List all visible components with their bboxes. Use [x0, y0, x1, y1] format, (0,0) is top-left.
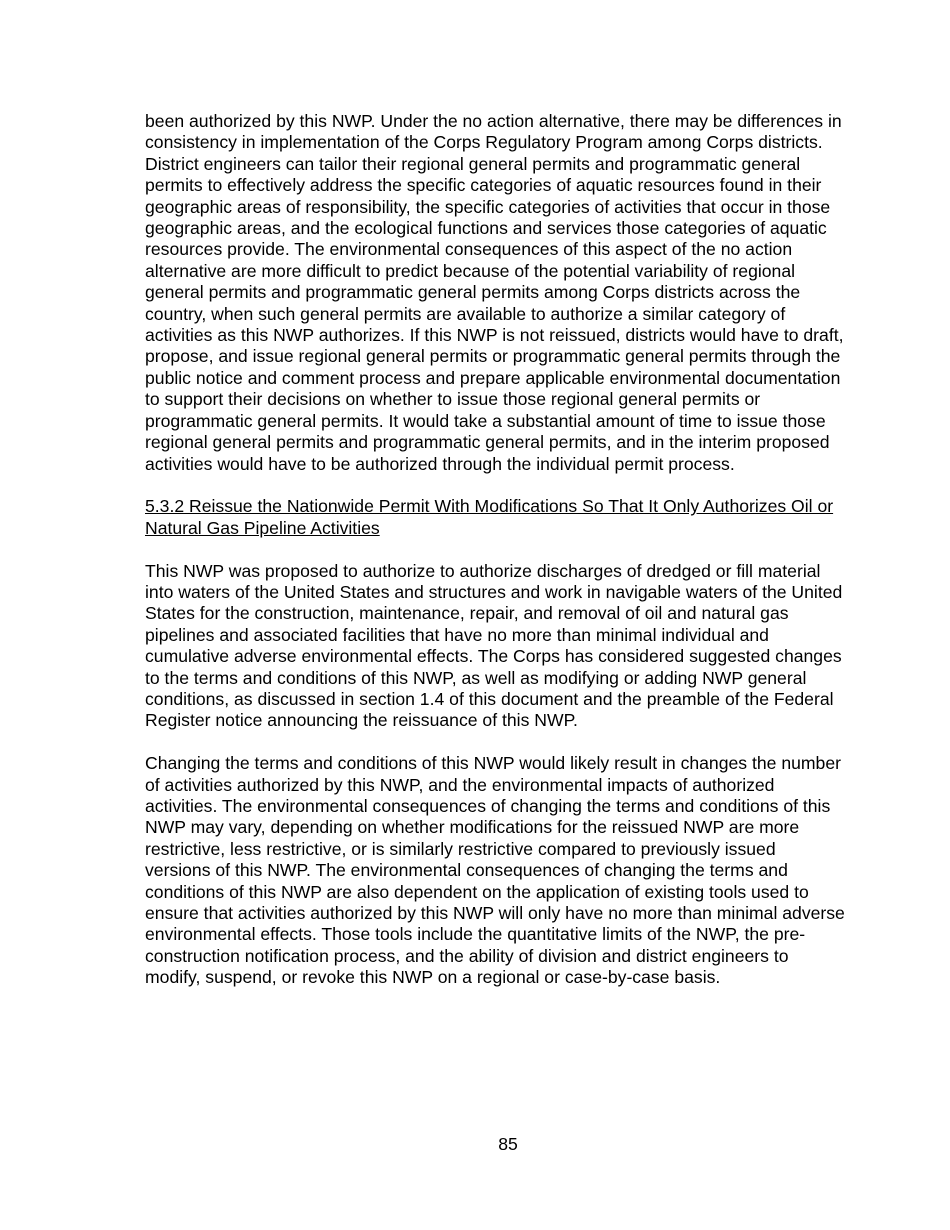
page-number: 85 [498, 1134, 518, 1154]
paragraph-nwp-proposal: This NWP was proposed to authorize to authorize discharges of dredged or fill material into waters of the United States and structures and work in navigable waters of the United States for the construction, maintenance, repair, and removal of oil and natural gas pipelines and associated facilities that have no more than minimal individual and cumulative adverse environmental effects. The Corps has considered suggested changes to the terms and conditions of this NWP, as well as modifying or adding NWP general conditions, as discussed in section 1.4 of this document and the preamble of the Federal Register notice announcing the reissuance of this NWP. [145, 560, 843, 731]
section-heading-5-3-2: 5.3.2 Reissue the Nationwide Permit With Modifications So That It Only Authorizes Oil or Natural Gas Pipeline Activities [145, 496, 834, 538]
paragraph-no-action-continued: been authorized by this NWP. Under the no action alternative, there may be differences in consistency in implementation of the Corps Regulatory Program among Corps districts. District engineers can tailor their regional general permits and programmatic general permits to effectively address the specific categories of aquatic resources found in their geographic areas of responsibility, the specific categories of activities that occur in those geographic areas, and the ecological functions and services those categories of aquatic resources provide. The environmental consequences of this aspect of the no action alternative are more difficult to predict because of the potential variability of regional general permits and programmatic general permits among Corps districts across the country, when such general permits are available to authorize a similar category of activities as this NWP authorizes. If this NWP is not reissued, districts would have to draft, propose, and issue regional general permits or programmatic general permits through the public notice and comment process and prepare applicable environmental documentation to support their decisions on whether to issue those regional general permits or programmatic general permits. It would take a substantial amount of time to issue those regional general permits and programmatic general permits, and in the interim proposed activities would have to be authorized through the individual permit process. [145, 111, 844, 474]
document-body [145, 111, 845, 1010]
paragraph-changing-terms: Changing the terms and conditions of this NWP would likely result in changes the number of activities authorized by this NWP, and the environmental impacts of authorized activities. The environmental consequences of changing the terms and conditions of this NWP may vary, depending on whether modifications for the reissued NWP are more restrictive, less restrictive, or is similarly restrictive compared to previously issued versions of this NWP. The environmental consequences of changing the terms and conditions of this NWP are also dependent on the application of existing tools used to ensure that activities authorized by this NWP will only have no more than minimal adverse environmental effects. Those tools include the quantitative limits of the NWP, the pre-construction notification process, and the ability of division and district engineers to modify, suspend, or revoke this NWP on a regional or case-by-case basis. [145, 753, 845, 988]
